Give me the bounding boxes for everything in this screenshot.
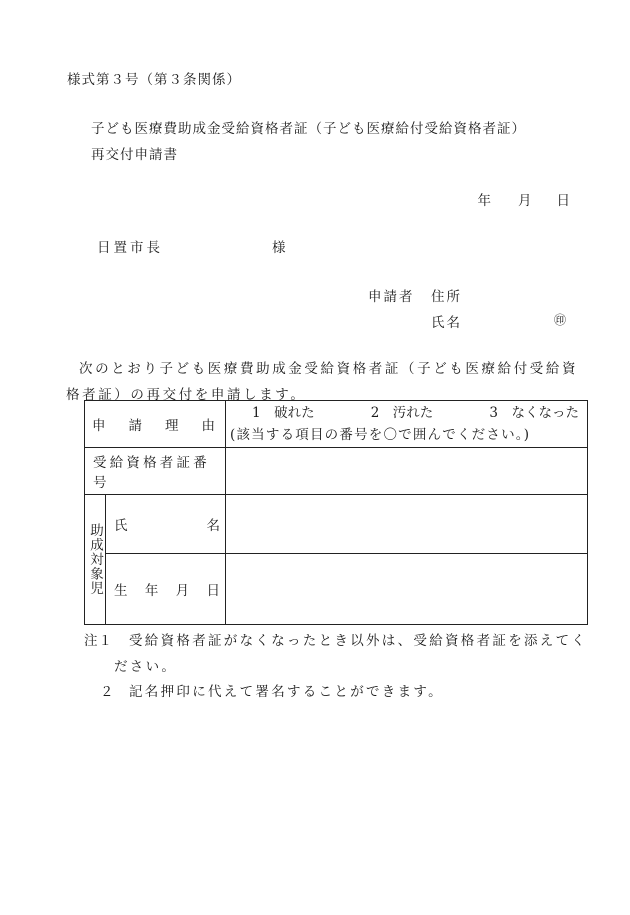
reason-choice-lost[interactable]: 3 なくなった <box>489 405 579 421</box>
certificate-number-label-cell <box>85 448 226 495</box>
date-year-label: 年 <box>477 193 491 209</box>
child-name-row <box>85 495 588 554</box>
applicant-label: 申請者 <box>368 289 415 305</box>
reason-instruction: (該当する項目の番号を〇で囲んでください。) <box>230 427 531 443</box>
reason-value-cell[interactable] <box>226 401 588 448</box>
body-text: 次のとおり子ども医療費助成金受給資格者証（子ども医療給付受給資格者証）の再交付を申請します。 <box>66 361 579 403</box>
applicant-name-label: 氏名 <box>431 315 462 331</box>
child-birth-label-cell <box>106 554 226 625</box>
reason-choice-torn[interactable]: 1 破れた <box>252 405 315 421</box>
reason-label: 申 請 理 由 <box>92 418 215 434</box>
addressee-name: 日置市長 <box>97 240 163 256</box>
application-table <box>84 400 588 625</box>
form-title-line1: 子ども医療費助成金受給資格者証（子ども医療給付受給資格者証） <box>91 121 526 137</box>
reason-row <box>85 401 588 448</box>
child-birth-field[interactable] <box>226 554 588 625</box>
certificate-number-field[interactable] <box>226 448 588 495</box>
child-group-label: 助成対象児 <box>87 523 103 596</box>
child-name-field[interactable] <box>226 495 588 554</box>
date-line <box>478 189 571 209</box>
note-2-head: ２ <box>100 684 116 700</box>
child-name-label: 氏 名 <box>114 518 220 534</box>
child-birth-row <box>85 554 588 625</box>
certificate-number-label: 受給資格者証番号 <box>93 455 210 491</box>
note-2 <box>100 680 444 700</box>
note-2-text: 記名押印に代えて署名することができます。 <box>129 684 444 700</box>
addressee-honorific: 様 <box>272 240 286 256</box>
child-group-label-cell <box>85 495 106 625</box>
seal-mark: ㊞ <box>554 313 567 327</box>
reason-choices <box>238 402 587 424</box>
child-name-label-cell <box>106 495 226 554</box>
note-1 <box>84 628 590 680</box>
date-month-label: 月 <box>518 193 532 209</box>
form-number: 様式第３号（第３条関係） <box>67 72 241 88</box>
date-day-label: 日 <box>556 193 570 209</box>
applicant-address-label: 住所 <box>431 289 462 305</box>
reason-label-cell <box>85 401 226 448</box>
child-birth-label: 生 年 月 日 <box>114 583 220 599</box>
certificate-number-row <box>85 448 588 495</box>
reason-choice-dirty[interactable]: 2 汚れた <box>370 405 434 421</box>
note-1-head: 注１ <box>84 633 113 649</box>
note-1-continuation: ださい。 <box>114 659 178 675</box>
form-title-line2: 再交付申請書 <box>91 147 178 163</box>
note-1-text: 受給資格者証がなくなったとき以外は、受給資格者証を添えてく <box>129 633 588 649</box>
